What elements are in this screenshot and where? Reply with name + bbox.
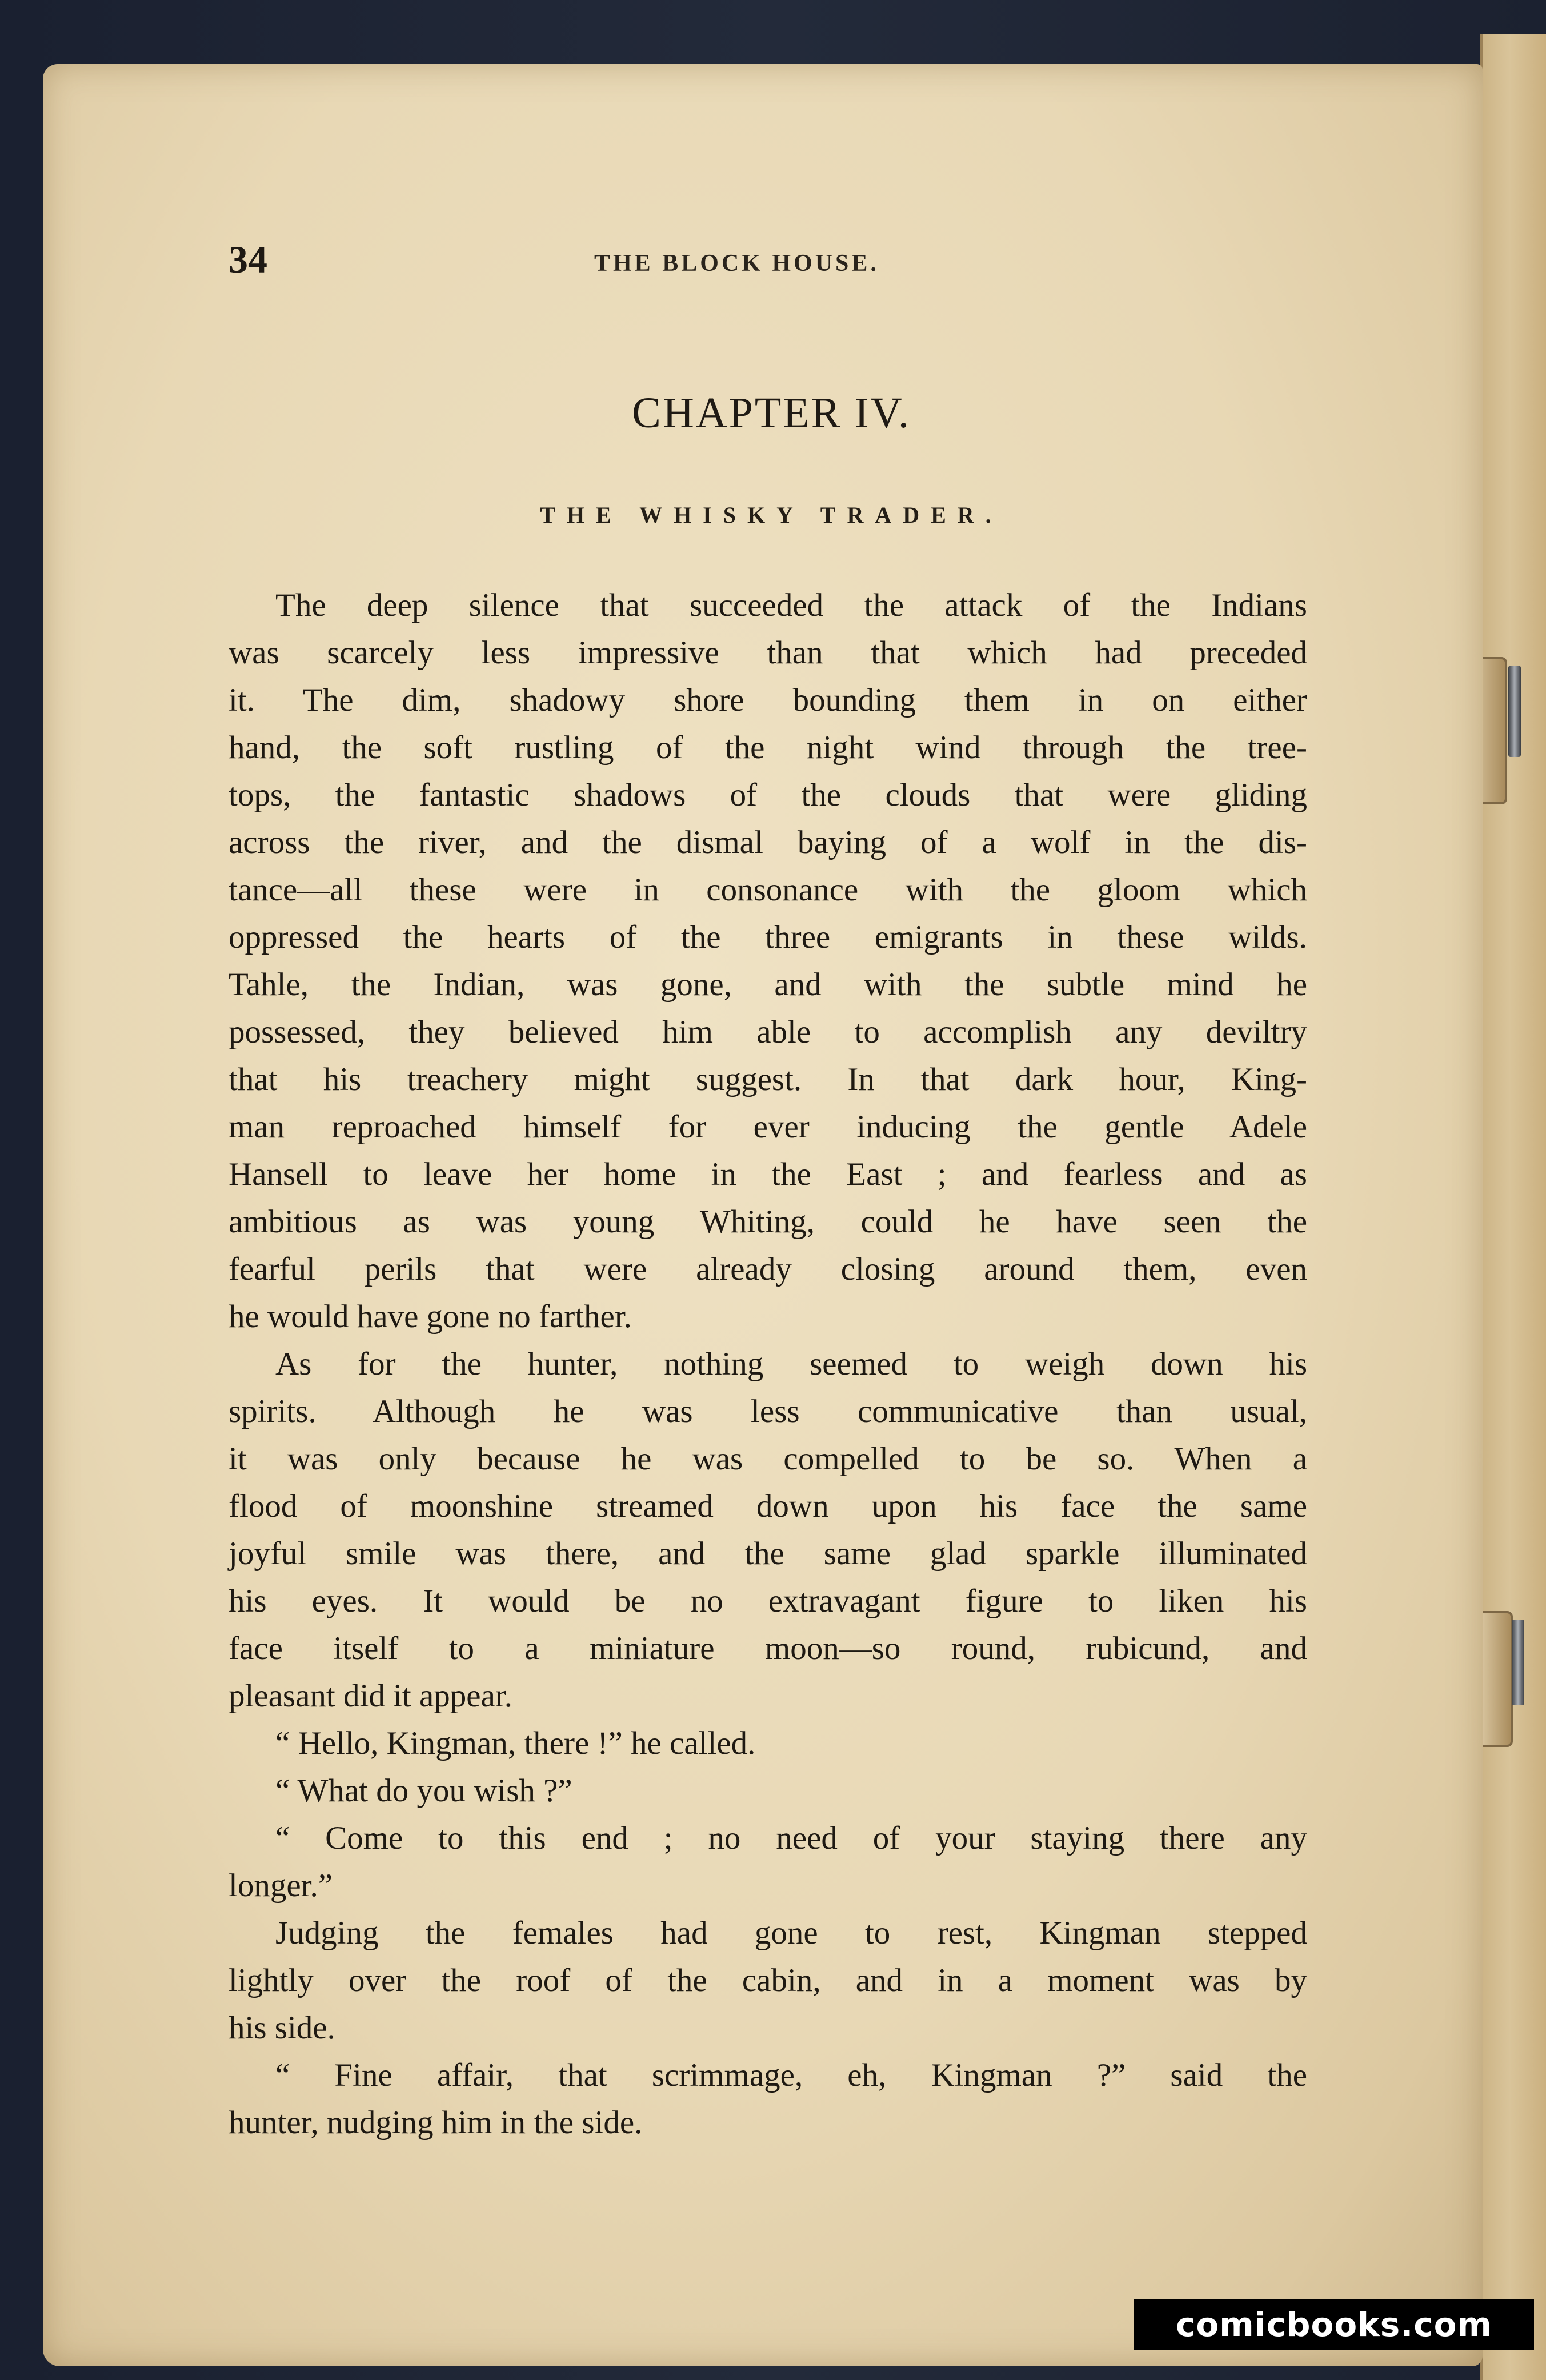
text-line: “ Fine affair, that scrimmage, eh, Kingman ?” said the bbox=[275, 2057, 1307, 2093]
body-text bbox=[229, 582, 1307, 2146]
chapter-subtitle: THE WHISKY TRADER. bbox=[540, 502, 1003, 528]
text-line: “ Hello, Kingman, there !” he called. bbox=[275, 1725, 756, 1761]
text-line: his side. bbox=[229, 2010, 335, 2046]
text-line: across the river, and the dismal baying of a wolf in the dis- bbox=[229, 824, 1307, 860]
book-title: THE BLOCK HOUSE. bbox=[594, 250, 879, 277]
text-line: hunter, nudging him in the side. bbox=[229, 2105, 643, 2141]
text-line: fearful perils that were already closing around them, even bbox=[229, 1251, 1307, 1287]
text-line: The deep silence that succeeded the attack of the Indians bbox=[275, 587, 1307, 623]
text-line: Hansell to leave her home in the East ; and fearless and as bbox=[229, 1156, 1307, 1192]
text-line: possessed, they believed him able to accomplish any deviltry bbox=[229, 1014, 1307, 1050]
text-line: lightly over the roof of the cabin, and in a moment was by bbox=[229, 1962, 1307, 1998]
text-line: pleasant did it appear. bbox=[229, 1678, 512, 1714]
text-line: ambitious as was young Whiting, could he have seen the bbox=[229, 1204, 1307, 1240]
text-line: oppressed the hearts of the three emigrants in these wilds. bbox=[229, 919, 1307, 955]
text-line: longer.” bbox=[229, 1868, 333, 1904]
staple-metal-lower bbox=[1512, 1620, 1524, 1705]
text-line: his eyes. It would be no extravagant figure to liken his bbox=[229, 1583, 1307, 1619]
text-line: As for the hunter, nothing seemed to weigh down his bbox=[275, 1346, 1307, 1382]
text-line: “ Come to this end ; no need of your staying there any bbox=[275, 1820, 1307, 1856]
text-line: “ What do you wish ?” bbox=[275, 1773, 572, 1809]
text-line: flood of moonshine streamed down upon his face the same bbox=[229, 1488, 1307, 1524]
text-line: hand, the soft rustling of the night wind through the tree- bbox=[229, 730, 1307, 766]
text-line: Tahle, the Indian, was gone, and with the subtle mind he bbox=[229, 967, 1307, 1003]
text-line: man reproached himself for ever inducing the gentle Adele bbox=[229, 1109, 1307, 1145]
text-line: it. The dim, shadowy shore bounding them in on either bbox=[229, 682, 1307, 718]
text-line: that his treachery might suggest. In that dark hour, King- bbox=[229, 1061, 1307, 1097]
text-line: joyful smile was there, and the same glad sparkle illuminated bbox=[229, 1536, 1307, 1572]
text-line: tance—all these were in consonance with the gloom which bbox=[229, 872, 1307, 908]
text-line: tops, the fantastic shadows of the clouds that were gliding bbox=[229, 777, 1307, 813]
page-number: 34 bbox=[229, 238, 267, 281]
chapter-title: CHAPTER IV. bbox=[632, 389, 911, 437]
text-line: it was only because he was compelled to be so. When a bbox=[229, 1441, 1307, 1477]
running-head bbox=[229, 237, 1485, 289]
text-line: was scarcely less impressive than that which had preceded bbox=[229, 635, 1307, 671]
watermark: comicbooks.com bbox=[1134, 2299, 1534, 2350]
text-line: face itself to a miniature moon—so round, rubicund, and bbox=[229, 1630, 1307, 1666]
text-line: he would have gone no farther. bbox=[229, 1299, 632, 1335]
text-line: spirits. Although he was less communicative than usual, bbox=[229, 1393, 1307, 1429]
next-page-edge bbox=[1480, 34, 1546, 2380]
text-line: Judging the females had gone to rest, Kingman stepped bbox=[275, 1915, 1307, 1951]
staple-metal-upper bbox=[1508, 666, 1521, 757]
